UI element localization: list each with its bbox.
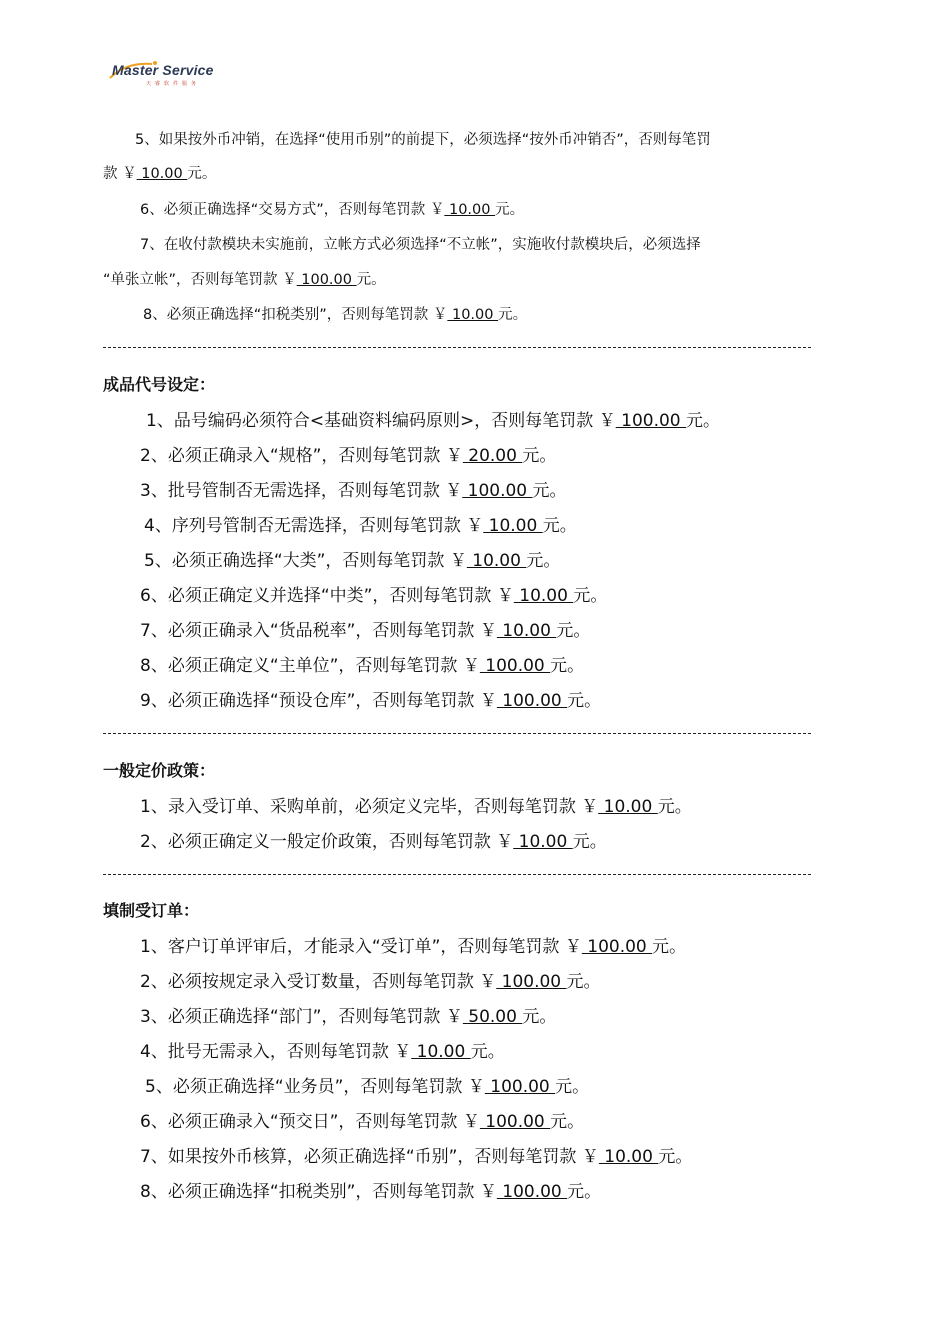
section-title: 填制受订单： [103,901,200,920]
list-item: 7、如果按外币核算，必须正确选择“币别”，否则每笔罚款 ￥ 10.00 元。 [140,1147,693,1167]
intro-line-5-cont: 款 ￥ 10.00 元。 [103,166,217,182]
list-item: 2、必须按规定录入受订数量，否则每笔罚款 ￥ 100.00 元。 [140,972,601,992]
list-item: 2、必须正确录入“规格”，否则每笔罚款 ￥ 20.00 元。 [140,446,557,466]
list-item: 8、必须正确定义“主单位”，否则每笔罚款 ￥ 100.00 元。 [140,656,585,676]
separator [103,874,811,875]
separator [103,733,811,734]
list-item: 5、必须正确选择“大类”，否则每笔罚款 ￥ 10.00 元。 [144,551,561,571]
list-item: 6、必须正确定义并选择“中类”，否则每笔罚款 ￥ 10.00 元。 [140,586,608,606]
intro-line-5: 5、如果按外币冲销，在选择“使用币别”的前提下，必须选择“按外币冲销否”，否则每笔罚 [135,132,711,148]
separator [103,347,811,348]
list-item: 9、必须正确选择“预设仓库”，否则每笔罚款 ￥ 100.00 元。 [140,691,602,711]
list-item: 2、必须正确定义一般定价政策，否则每笔罚款 ￥ 10.00 元。 [140,832,607,852]
intro-line-8: 8、必须正确选择“扣税类别”，否则每笔罚款 ￥ 10.00 元。 [143,307,528,323]
list-item: 1、客户订单评审后，才能录入“受订单”，否则每笔罚款 ￥ 100.00 元。 [140,937,687,957]
intro-line-6: 6、必须正确选择“交易方式”，否则每笔罚款 ￥ 10.00 元。 [140,202,525,218]
company-logo [106,56,256,96]
logo-subtext: 天睿软件服务 [146,81,201,87]
list-item: 5、必须正确选择“业务员”，否则每笔罚款 ￥ 100.00 元。 [145,1077,590,1097]
list-item: 7、必须正确录入“货品税率”，否则每笔罚款 ￥ 10.00 元。 [140,621,591,641]
section-title: 成品代号设定： [103,375,216,394]
section-title: 一般定价政策： [103,761,216,780]
list-item: 4、序列号管制否无需选择，否则每笔罚款 ￥ 10.00 元。 [144,516,577,536]
intro-line-7: 7、在收付款模块未实施前，立帐方式必须选择“不立帐”，实施收付款模块后，必须选择 [140,237,701,253]
list-item: 4、批号无需录入，否则每笔罚款 ￥ 10.00 元。 [140,1042,505,1062]
list-item: 1、品号编码必须符合<基础资料编码原则>，否则每笔罚款 ￥ 100.00 元。 [146,411,721,431]
list-item: 3、批号管制否无需选择，否则每笔罚款 ￥ 100.00 元。 [140,481,567,501]
logo-text: Master Service [112,62,214,78]
list-item: 8、必须正确选择“扣税类别”，否则每笔罚款 ￥ 100.00 元。 [140,1182,602,1202]
intro-line-7-cont: “单张立帐”，否则每笔罚款 ￥ 100.00 元。 [103,272,386,288]
list-item: 3、必须正确选择“部门”，否则每笔罚款 ￥ 50.00 元。 [140,1007,557,1027]
list-item: 1、录入受订单、采购单前，必须定义完毕，否则每笔罚款 ￥ 10.00 元。 [140,797,692,817]
list-item: 6、必须正确录入“预交日”，否则每笔罚款 ￥ 100.00 元。 [140,1112,585,1132]
